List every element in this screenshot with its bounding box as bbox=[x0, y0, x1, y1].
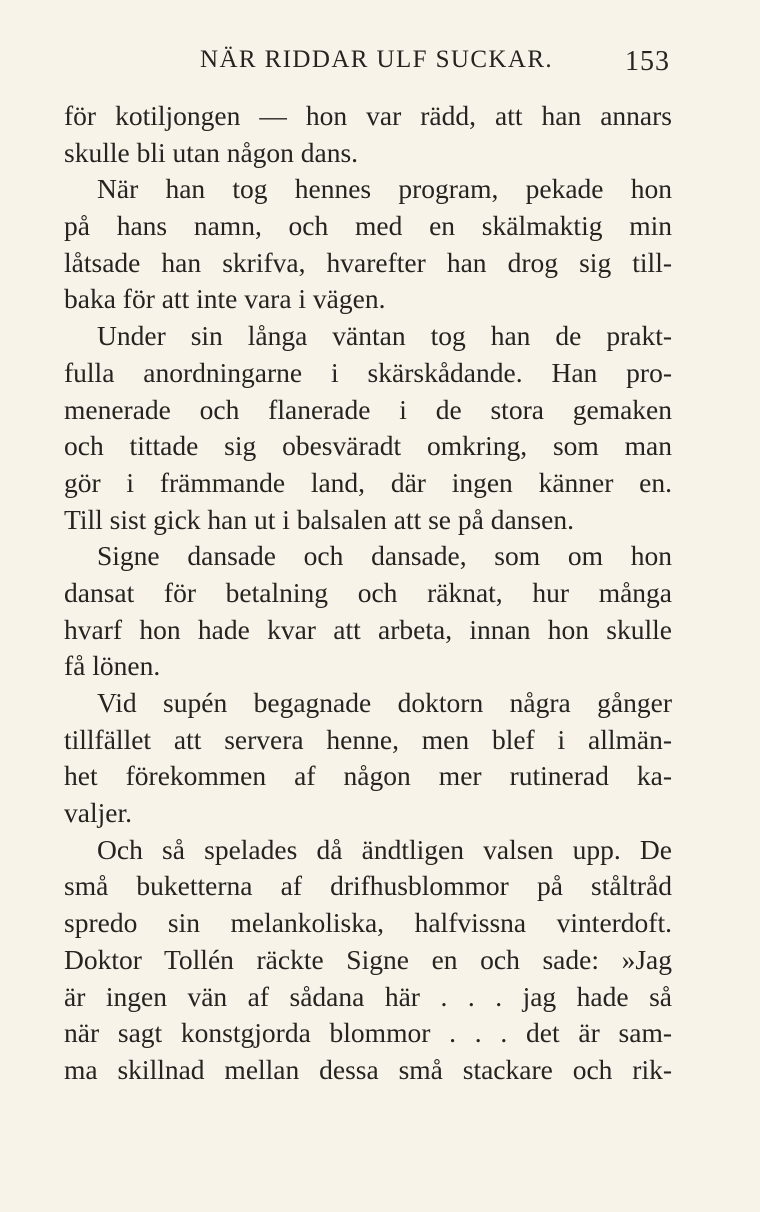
text-line: dansat för betalning och räknat, hur många bbox=[64, 576, 672, 608]
text-line: fulla anordningarne i skärskådande. Han pro- bbox=[64, 356, 672, 388]
text-line: spredo sin melankoliska, halfvissna vinterdoft. bbox=[64, 907, 672, 939]
text-line: Och så spelades då ändtligen valsen upp. De bbox=[97, 833, 672, 865]
text-line: Under sin långa väntan tog han de prakt- bbox=[97, 320, 672, 352]
page-header bbox=[64, 44, 672, 84]
text-line: skulle bli utan någon dans. bbox=[64, 136, 359, 168]
text-line: är ingen vän af sådana här . . . jag hade så bbox=[64, 980, 672, 1012]
text-line: Till sist gick han ut i balsalen att se på dansen. bbox=[64, 503, 574, 535]
text-line: få lönen. bbox=[64, 650, 161, 682]
body-text bbox=[64, 98, 672, 1089]
text-line: valjer. bbox=[64, 797, 132, 829]
text-line: Signe dansade och dansade, som om hon bbox=[97, 540, 672, 572]
text-line: små buketterna af drifhusblommor på ståltråd bbox=[64, 870, 672, 902]
running-title: NÄR RIDDAR ULF SUCKAR. bbox=[200, 46, 554, 73]
text-line: för kotiljongen — hon var rädd, att han annars bbox=[64, 100, 672, 131]
text-line: menerade och flanerade i de stora gemaken bbox=[64, 393, 672, 425]
text-line: baka för att inte vara i vägen. bbox=[64, 283, 386, 315]
text-line: het förekommen af någon mer rutinerad ka- bbox=[64, 760, 672, 792]
page-number: 153 bbox=[625, 46, 670, 77]
text-line: när sagt konstgjorda blommor . . . det är sam- bbox=[64, 1017, 672, 1049]
text-line: och tittade sig obesväradt omkring, som man bbox=[64, 430, 672, 462]
text-line: gör i främmande land, där ingen känner en. bbox=[64, 466, 672, 498]
text-line: Vid supén begagnade doktorn några gånger bbox=[97, 687, 672, 718]
text-line: på hans namn, och med en skälmaktig min bbox=[64, 210, 672, 242]
text-line: ma skillnad mellan dessa små stackare och rik- bbox=[64, 1053, 672, 1085]
text-line: tillfället att servera henne, men blef i allmän- bbox=[64, 723, 672, 755]
text-line: Doktor Tollén räckte Signe en och sade: »Jag bbox=[64, 943, 672, 975]
text-line: låtsade han skrifva, hvarefter han drog sig till- bbox=[64, 246, 672, 278]
text-line: hvarf hon hade kvar att arbeta, innan hon skulle bbox=[64, 613, 672, 645]
text-line: När han tog hennes program, pekade hon bbox=[97, 173, 672, 205]
